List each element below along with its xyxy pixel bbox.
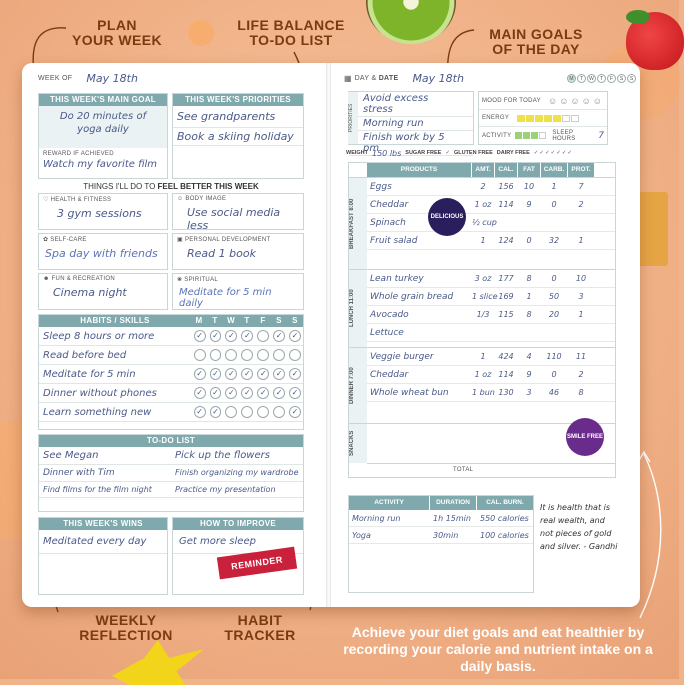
mood-energy-box: [478, 91, 608, 145]
category-label: SPIRITUAL: [184, 277, 219, 283]
priorities-side-label: PRIORITIES: [348, 92, 358, 144]
food-cell[interactable]: Lettuce: [370, 327, 404, 338]
category-value[interactable]: Use social media less: [187, 206, 281, 232]
date-label: [355, 75, 399, 82]
activity-cell[interactable]: Morning run: [352, 513, 401, 523]
activity-cell[interactable]: 30min: [433, 530, 459, 540]
habit-header: HABITS / SKILLS: [80, 316, 150, 325]
habit-checkbox[interactable]: ✓: [273, 387, 285, 399]
food-cell[interactable]: 2: [480, 182, 486, 191]
food-cell[interactable]: 1: [480, 236, 486, 245]
habit-checkbox[interactable]: [194, 349, 206, 361]
activity-cell[interactable]: Yoga: [352, 530, 371, 540]
habit-checkbox[interactable]: ✓: [257, 368, 269, 380]
book-icon: ▣: [177, 237, 183, 243]
category-value[interactable]: 3 gym sessions: [57, 207, 142, 220]
activity-cell[interactable]: 100 calories: [480, 530, 529, 540]
category-label: FUN & RECREATION: [51, 276, 115, 282]
food-row: [367, 324, 615, 342]
food-cell[interactable]: 7: [578, 182, 584, 191]
category-personal-development: [172, 233, 304, 270]
planner-book: [22, 63, 640, 607]
habit-checkbox[interactable]: ✓: [210, 330, 222, 342]
meal-label: SNACKS: [349, 424, 367, 463]
habit-checkbox[interactable]: ✓: [241, 330, 253, 342]
food-cell[interactable]: 0: [526, 236, 532, 245]
todo-item[interactable]: Finish organizing my wardrobe: [171, 465, 303, 482]
habit-checkbox[interactable]: [257, 330, 269, 342]
food-header-row: [367, 163, 615, 177]
daily-page: [344, 71, 636, 601]
main-goal-box: [38, 93, 168, 179]
food-row: [367, 384, 615, 402]
habit-day-label: W: [227, 316, 235, 325]
mood-faces-icon[interactable]: ☺☺☺☺☺: [548, 95, 604, 106]
food-row: [367, 214, 615, 232]
habit-checkbox[interactable]: ✓: [210, 387, 222, 399]
callout-plan-your-week: PLAN YOUR WEEK: [72, 17, 162, 48]
habit-row: [39, 346, 303, 365]
habit-checkbox[interactable]: ✓: [194, 387, 206, 399]
meal-rows: [367, 270, 615, 347]
feel-better-title: [38, 182, 304, 191]
food-cell[interactable]: 3 oz: [474, 274, 492, 283]
category-label: BODY IMAGE: [185, 196, 227, 202]
habit-rows: [39, 327, 303, 422]
food-cell[interactable]: 9: [526, 370, 532, 379]
food-cell[interactable]: 3: [526, 388, 532, 397]
habit-checkbox[interactable]: ✓: [289, 406, 301, 418]
todo-item[interactable]: Practice my presentation: [171, 482, 303, 498]
habit-checkbox[interactable]: ✓: [194, 330, 206, 342]
habit-checkbox[interactable]: ✓: [225, 387, 237, 399]
food-cell[interactable]: 130: [498, 388, 514, 397]
activity-cell[interactable]: 1h 15min: [433, 513, 471, 523]
main-goal-value[interactable]: Do 20 minutes of yoga daily: [39, 106, 167, 148]
meal-block: [349, 177, 615, 269]
weight-label: WEIGHT: [346, 150, 368, 156]
habit-checkbox[interactable]: ✓: [289, 330, 301, 342]
food-cell[interactable]: 4: [526, 352, 532, 361]
activity-rows: [349, 510, 533, 544]
activity-cell[interactable]: 550 calories: [480, 513, 529, 523]
main-goal-header: THIS WEEK'S MAIN GOAL: [39, 94, 167, 106]
week-of-label: WEEK OF: [38, 74, 73, 82]
category-value[interactable]: Read 1 book: [187, 247, 256, 260]
food-row: [367, 270, 615, 288]
calendar-icon: ▦: [344, 73, 352, 83]
habit-day-label: M: [195, 316, 203, 325]
todo-item[interactable]: Find films for the film night: [39, 482, 171, 498]
feel-better-pre: THINGS I'LL DO TO: [83, 182, 156, 191]
food-cell[interactable]: 8: [578, 388, 584, 397]
food-header-cell: CARB.: [541, 163, 567, 177]
habit-checkbox[interactable]: ✓: [194, 406, 206, 418]
habit-checkbox[interactable]: ✓: [210, 368, 222, 380]
todo-item[interactable]: Pick up the flowers: [171, 447, 303, 465]
gluten-label: GLUTEN FREE: [453, 150, 493, 156]
priorities-header: THIS WEEK'S PRIORITIES: [173, 94, 303, 106]
food-cell[interactable]: 1: [578, 236, 584, 245]
activity-label: ACTIVITY: [482, 132, 512, 139]
habit-day-label: T: [244, 316, 250, 325]
energy-label: ENERGY: [482, 115, 510, 121]
activity-row: [349, 527, 533, 544]
week-of-value[interactable]: May 18th: [86, 71, 138, 85]
habit-checkbox[interactable]: [241, 406, 253, 418]
food-cell[interactable]: 46: [548, 388, 560, 397]
habit-day-label: T: [212, 316, 218, 325]
habit-row: [39, 384, 303, 403]
food-cell[interactable]: 115: [498, 310, 514, 319]
activity-header-cell: DURATION: [430, 496, 476, 510]
food-header-cell: PROT.: [568, 163, 594, 177]
food-cell[interactable]: 177: [498, 274, 514, 283]
total-row: [367, 463, 615, 475]
category-value[interactable]: Spa day with friends: [45, 247, 158, 260]
food-cell[interactable]: 124: [498, 236, 514, 245]
food-cell[interactable]: 1 bun: [472, 388, 495, 397]
todo-item[interactable]: See Megan: [39, 447, 171, 465]
habit-checkbox[interactable]: ✓: [289, 387, 301, 399]
food-cell[interactable]: 169: [498, 292, 514, 301]
category-self-care: [38, 233, 168, 270]
total-label: TOTAL: [453, 466, 474, 473]
habit-checkbox[interactable]: [273, 349, 285, 361]
habit-checkbox[interactable]: [257, 406, 269, 418]
activity-header-row: [349, 496, 533, 510]
callout-habit-tracker: HABIT TRACKER: [224, 612, 296, 643]
sticker-smile: SMILE FREE: [566, 418, 604, 456]
food-cell[interactable]: 3: [578, 292, 584, 301]
food-cell[interactable]: ½ cup: [472, 218, 497, 227]
meal-label: BREAKFAST 8:00: [349, 178, 367, 269]
weekday-circle[interactable]: T: [597, 74, 606, 83]
food-cell[interactable]: 32: [548, 236, 560, 245]
weekday-circle[interactable]: T: [577, 74, 586, 83]
todo-item[interactable]: Dinner with Tim: [39, 465, 171, 482]
food-cell[interactable]: Whole grain bread: [370, 291, 454, 302]
habit-name[interactable]: Learn something new: [43, 406, 152, 418]
food-cell[interactable]: Fruit salad: [370, 235, 418, 246]
food-cell[interactable]: 50: [548, 292, 560, 301]
category-spiritual: [172, 273, 304, 310]
habit-checkbox[interactable]: ✓: [241, 387, 253, 399]
activity-table: [348, 495, 534, 593]
callout-main-goals: MAIN GOALS OF THE DAY: [489, 26, 583, 57]
food-cell[interactable]: 9: [526, 200, 532, 209]
habit-row: [39, 403, 303, 422]
food-cell[interactable]: 1 oz: [474, 370, 492, 379]
weekday-circle[interactable]: S: [627, 74, 636, 83]
category-value[interactable]: Meditate for 5 min daily: [179, 287, 272, 309]
food-cell[interactable]: 114: [498, 370, 514, 379]
habit-checkbox[interactable]: ✓: [289, 368, 301, 380]
category-label: PERSONAL DEVELOPMENT: [184, 237, 271, 243]
food-cell[interactable]: Eggs: [370, 181, 392, 192]
spa-icon: ✿: [43, 237, 49, 243]
water-checks-icon[interactable]: ✓✓✓✓✓✓✓: [533, 150, 574, 156]
category-fun-recreation: [38, 273, 168, 310]
food-cell[interactable]: 114: [498, 200, 514, 209]
food-cell[interactable]: 0: [551, 274, 557, 283]
food-row: [367, 232, 615, 250]
food-cell[interactable]: 1: [551, 182, 557, 191]
food-cell[interactable]: 0: [551, 200, 557, 209]
food-cell[interactable]: 1: [480, 352, 486, 361]
strawberry-leaf: [626, 10, 650, 24]
quote: It is health that is real wealth, and not pieces of gold and silver. - Gandhi: [540, 503, 618, 551]
priority-item[interactable]: See grandparents: [173, 106, 303, 128]
sleep-label: SLEEP HOURS: [552, 129, 576, 142]
todo-list: [38, 434, 304, 512]
food-row: [367, 196, 615, 214]
food-cell[interactable]: 0: [551, 370, 557, 379]
habit-name[interactable]: Meditate for 5 min: [43, 368, 136, 380]
feel-better-bold: FEEL BETTER THIS WEEK: [157, 182, 259, 191]
sugar-label: SUGAR FREE: [405, 150, 442, 156]
food-cell[interactable]: 156: [498, 182, 514, 191]
food-cell[interactable]: 110: [546, 352, 562, 361]
habit-checkbox[interactable]: ✓: [273, 368, 285, 380]
energy-bar[interactable]: [517, 115, 579, 122]
weekday-circle[interactable]: F: [607, 74, 616, 83]
habit-checkbox[interactable]: [225, 406, 237, 418]
wins-box: [38, 517, 168, 595]
habit-checkbox[interactable]: ✓: [210, 406, 222, 418]
food-cell[interactable]: 2: [578, 370, 584, 379]
food-cell[interactable]: 8: [526, 274, 532, 283]
category-label: HEALTH & FITNESS: [50, 197, 112, 203]
habit-checkbox[interactable]: [289, 349, 301, 361]
activity-header-cell: CAL. BURN.: [477, 496, 533, 510]
habit-checkbox[interactable]: ✓: [257, 387, 269, 399]
food-header-cell: CAL.: [495, 163, 517, 177]
heart-icon: ♡: [43, 197, 49, 203]
habit-tracker: [38, 314, 304, 430]
reward-value[interactable]: Watch my favorite film: [43, 159, 158, 170]
habit-checkbox[interactable]: ✓: [273, 330, 285, 342]
habit-day-label: S: [276, 316, 282, 325]
habit-row: [39, 327, 303, 346]
priority-item[interactable]: Book a skiing holiday: [173, 128, 303, 146]
person-icon: ☺: [177, 196, 184, 202]
habit-checkbox[interactable]: [210, 349, 222, 361]
food-header-cell: FAT: [518, 163, 540, 177]
food-cell[interactable]: 1 slice: [472, 292, 498, 301]
activity-bar[interactable]: [515, 132, 546, 139]
weekday-circle[interactable]: W: [587, 74, 596, 83]
meal-rows: [367, 348, 615, 423]
habit-day-label: S: [292, 316, 298, 325]
food-cell[interactable]: Spinach: [370, 217, 406, 228]
food-cell[interactable]: Veggie burger: [370, 351, 434, 362]
food-cell[interactable]: Cheddar: [370, 199, 409, 210]
category-health-fitness: [38, 193, 168, 230]
weekday-selector: [567, 74, 636, 83]
weekly-page: [34, 71, 324, 601]
smile-icon: ☻: [43, 276, 50, 282]
habit-day-label: F: [260, 316, 266, 325]
food-cell[interactable]: 10: [575, 274, 587, 283]
food-row: [367, 178, 615, 196]
habit-name[interactable]: Sleep 8 hours or more: [43, 330, 155, 342]
meal-block: [349, 269, 615, 347]
daily-priority[interactable]: Finish work by 5 pm: [349, 131, 473, 156]
weekday-circle[interactable]: S: [617, 74, 626, 83]
wins-value[interactable]: Meditated every day: [39, 530, 167, 554]
bookmark-tab: [640, 192, 668, 266]
habit-checkbox[interactable]: ✓: [225, 330, 237, 342]
meal-block: [349, 347, 615, 423]
food-row: [367, 306, 615, 324]
tagline: Achieve your diet goals and eat healthier by recording your calorie and nutrient intake on a daily basis.: [343, 624, 653, 674]
habit-header-row: [39, 315, 303, 327]
todo-header: TO-DO LIST: [39, 435, 303, 447]
habit-checkbox[interactable]: [241, 349, 253, 361]
food-cell[interactable]: Avocado: [370, 309, 409, 320]
improve-value[interactable]: Get more sleep: [173, 530, 303, 554]
wins-header: THIS WEEK'S WINS: [39, 518, 167, 530]
habit-checkbox[interactable]: ✓: [194, 368, 206, 380]
meal-rows: [367, 178, 615, 269]
habit-name[interactable]: Dinner without phones: [43, 387, 157, 399]
food-cell[interactable]: 424: [498, 352, 514, 361]
check-icon[interactable]: ✓: [445, 150, 450, 156]
date-value[interactable]: May 18th: [412, 71, 464, 85]
food-row: [367, 366, 615, 384]
weekday-circle[interactable]: M: [567, 74, 576, 83]
category-value[interactable]: Cinema night: [53, 286, 127, 299]
food-cell[interactable]: 1 oz: [474, 200, 492, 209]
meal-label: DINNER 7:00: [349, 348, 367, 423]
habit-name[interactable]: Read before bed: [43, 349, 127, 361]
book-spine: [326, 63, 331, 607]
food-row: [367, 288, 615, 306]
habit-checkbox[interactable]: ✓: [241, 368, 253, 380]
habit-checkbox[interactable]: [273, 406, 285, 418]
date-label-pre: DAY &: [354, 74, 377, 82]
priorities-box: [172, 93, 304, 179]
habit-checkbox[interactable]: ✓: [225, 368, 237, 380]
category-body-image: [172, 193, 304, 230]
food-cell[interactable]: 11: [575, 352, 587, 361]
food-cell[interactable]: Whole wheat bun: [370, 387, 449, 398]
food-header-cell: PRODUCTS: [367, 163, 471, 177]
orange-blob: [188, 20, 214, 46]
food-cell[interactable]: 1/3: [476, 310, 490, 319]
activity-row: [349, 510, 533, 527]
date-label-bold: DATE: [378, 74, 399, 82]
activity-header-cell: ACTIVITY: [349, 496, 429, 510]
lotus-icon: ❀: [177, 277, 183, 283]
habit-checkbox[interactable]: [225, 349, 237, 361]
sleep-value[interactable]: 7: [598, 130, 604, 141]
food-cell[interactable]: Lean turkey: [370, 273, 424, 284]
food-row: [367, 348, 615, 366]
mood-label: MOOD FOR TODAY: [482, 97, 541, 104]
food-cell[interactable]: 2: [578, 200, 584, 209]
food-cell[interactable]: 20: [548, 310, 560, 319]
weight-value[interactable]: 150 lbs: [372, 148, 402, 158]
food-cell[interactable]: 10: [523, 182, 535, 191]
weight-row: [346, 148, 616, 158]
habit-row: [39, 365, 303, 384]
food-cell[interactable]: 1: [578, 310, 584, 319]
habit-checkbox[interactable]: [257, 349, 269, 361]
category-label: SELF-CARE: [50, 237, 87, 243]
food-cell[interactable]: 1: [526, 292, 532, 301]
food-cell[interactable]: 8: [526, 310, 532, 319]
daily-priority[interactable]: Avoid excess stress: [349, 92, 473, 117]
sticker-delicious: DELICIOUS: [428, 198, 466, 236]
dairy-label: DAIRY FREE: [496, 150, 530, 156]
meal-label: LUNCH 11:00: [349, 270, 367, 347]
food-header-cell: AMT.: [472, 163, 494, 177]
reminder-sticker: REMINDER: [217, 547, 297, 580]
food-cell[interactable]: Cheddar: [370, 369, 409, 380]
callout-life-balance: LIFE BALANCE TO-DO LIST: [237, 17, 345, 48]
callout-weekly-reflection: WEEKLY REFLECTION: [79, 612, 173, 643]
reward-label: REWARD IF ACHIEVED: [43, 151, 114, 157]
daily-priority[interactable]: Morning run: [349, 117, 473, 131]
improve-header: HOW TO IMPROVE: [173, 518, 303, 530]
habit-days: [191, 315, 303, 327]
